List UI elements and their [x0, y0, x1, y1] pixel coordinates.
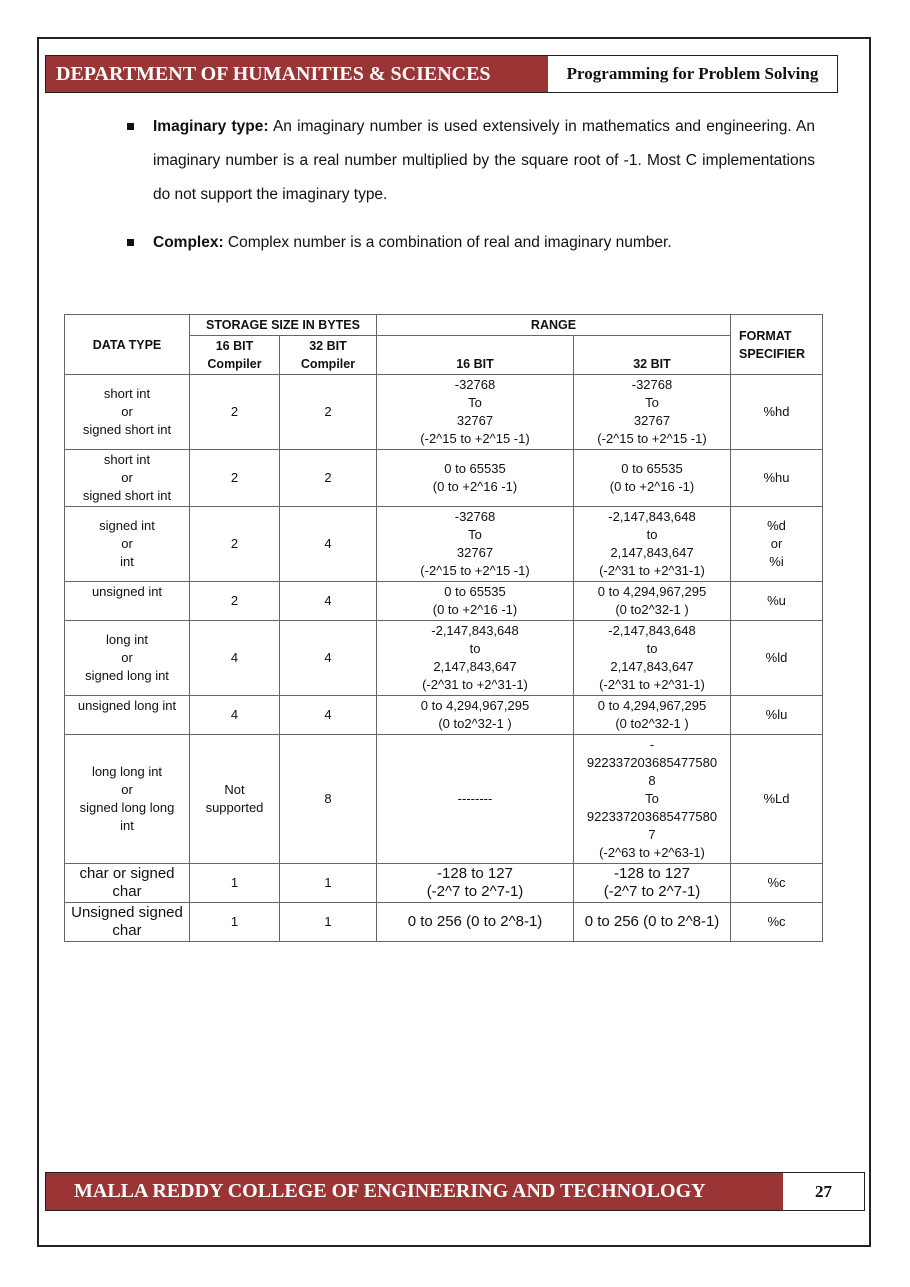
- cell-format: %c: [731, 903, 823, 942]
- table-row: [65, 375, 823, 450]
- cell-size-32bit: 4: [280, 696, 377, 735]
- cell-size-32bit: 2: [280, 375, 377, 450]
- table-row: [65, 621, 823, 696]
- cell-range-32bit: 0 to 4,294,967,295 (0 to2^32-1 ): [574, 582, 731, 621]
- cell-format: %c: [731, 864, 823, 903]
- cell-format: %Ld: [731, 735, 823, 864]
- cell-format: %ld: [731, 621, 823, 696]
- cell-size-16bit: 4: [190, 621, 280, 696]
- cell-range-32bit: 0 to 65535 (0 to +2^16 -1): [574, 450, 731, 507]
- cell-data-type: Unsigned signed char: [65, 903, 190, 942]
- cell-size-32bit: 8: [280, 735, 377, 864]
- cell-size-16bit: 1: [190, 903, 280, 942]
- table-header-row: [65, 315, 823, 336]
- cell-range-16bit: -2,147,843,648 to 2,147,843,647 (-2^31 to +2^31-1): [377, 621, 574, 696]
- cell-size-16bit: 2: [190, 375, 280, 450]
- cell-data-type: short int or signed short int: [65, 450, 190, 507]
- page-header: [45, 55, 838, 93]
- cell-size-32bit: 4: [280, 507, 377, 582]
- table-row: [65, 903, 823, 942]
- cell-range-32bit: 0 to 256 (0 to 2^8-1): [574, 903, 731, 942]
- bullet-text: Complex number is a combination of real and imaginary number.: [223, 234, 672, 251]
- list-item: [125, 226, 815, 260]
- cell-range-16bit: --------: [377, 735, 574, 864]
- header-32bit-compiler: 32 BIT Compiler: [280, 336, 377, 375]
- cell-data-type: short int or signed short int: [65, 375, 190, 450]
- cell-data-type: unsigned long int: [65, 696, 190, 735]
- page-number: 27: [815, 1181, 832, 1201]
- table-row: [65, 450, 823, 507]
- cell-size-16bit: 1: [190, 864, 280, 903]
- bullet-text: An imaginary number is used extensively in mathematics and engineering. An imaginary number is a real number multiplied by the square root of -1. Most C implementations do not support the imaginary type.: [153, 118, 815, 203]
- cell-range-16bit: 0 to 4,294,967,295 (0 to2^32-1 ): [377, 696, 574, 735]
- cell-range-32bit: 0 to 4,294,967,295 (0 to2^32-1 ): [574, 696, 731, 735]
- cell-range-32bit: -128 to 127 (-2^7 to 2^7-1): [574, 864, 731, 903]
- cell-size-32bit: 4: [280, 582, 377, 621]
- cell-data-type: unsigned int: [65, 582, 190, 621]
- header-data-type: DATA TYPE: [65, 315, 190, 375]
- bullet-list: [125, 110, 815, 274]
- cell-range-16bit: -32768 To 32767 (-2^15 to +2^15 -1): [377, 507, 574, 582]
- cell-data-type: char or signed char: [65, 864, 190, 903]
- cell-size-16bit: 2: [190, 582, 280, 621]
- header-32bit-range: 32 BIT: [574, 336, 731, 375]
- cell-size-32bit: 4: [280, 621, 377, 696]
- header-format-specifier: FORMAT SPECIFIER: [731, 315, 823, 375]
- bullet-term: Complex:: [153, 234, 224, 251]
- cell-range-16bit: -32768 To 32767 (-2^15 to +2^15 -1): [377, 375, 574, 450]
- cell-range-32bit: -2,147,843,648 to 2,147,843,647 (-2^31 to +2^31-1): [574, 621, 731, 696]
- table-row: [65, 735, 823, 864]
- cell-size-32bit: 1: [280, 864, 377, 903]
- cell-format: %u: [731, 582, 823, 621]
- cell-size-32bit: 1: [280, 903, 377, 942]
- bullet-square-icon: [127, 239, 134, 246]
- cell-format: %hu: [731, 450, 823, 507]
- table-row: [65, 582, 823, 621]
- data-type-table: [64, 314, 823, 942]
- page-footer: [45, 1172, 865, 1211]
- cell-range-32bit: -32768 To 32767 (-2^15 to +2^15 -1): [574, 375, 731, 450]
- header-16bit-compiler: 16 BIT Compiler: [190, 336, 280, 375]
- table-row: [65, 507, 823, 582]
- cell-format: %hd: [731, 375, 823, 450]
- cell-size-16bit: 2: [190, 450, 280, 507]
- cell-size-16bit: 2: [190, 507, 280, 582]
- cell-range-32bit: -2,147,843,648 to 2,147,843,647 (-2^31 to +2^31-1): [574, 507, 731, 582]
- cell-data-type: long long int or signed long long int: [65, 735, 190, 864]
- bullet-square-icon: [127, 123, 134, 130]
- cell-data-type: long int or signed long int: [65, 621, 190, 696]
- cell-format: %d or %i: [731, 507, 823, 582]
- course-title: Programming for Problem Solving: [566, 64, 819, 83]
- header-range: RANGE: [377, 315, 731, 336]
- header-16bit-range: 16 BIT: [377, 336, 574, 375]
- bullet-term: Imaginary type:: [153, 118, 269, 135]
- cell-range-32bit: - 922337203685477580 8 To 922337203685477580 7 (-2^63 to +2^63-1): [574, 735, 731, 864]
- cell-range-16bit: 0 to 65535 (0 to +2^16 -1): [377, 450, 574, 507]
- table-row: [65, 864, 823, 903]
- cell-data-type: signed int or int: [65, 507, 190, 582]
- college-name: MALLA REDDY COLLEGE OF ENGINEERING AND TECHNOLOGY: [46, 1173, 783, 1210]
- list-item: [125, 110, 815, 212]
- table-row: [65, 696, 823, 735]
- cell-size-32bit: 2: [280, 450, 377, 507]
- header-storage-size: STORAGE SIZE IN BYTES: [190, 315, 377, 336]
- cell-size-16bit: Not supported: [190, 735, 280, 864]
- cell-format: %lu: [731, 696, 823, 735]
- cell-size-16bit: 4: [190, 696, 280, 735]
- cell-range-16bit: 0 to 65535 (0 to +2^16 -1): [377, 582, 574, 621]
- cell-range-16bit: -128 to 127 (-2^7 to 2^7-1): [377, 864, 574, 903]
- cell-range-16bit: 0 to 256 (0 to 2^8-1): [377, 903, 574, 942]
- department-title: DEPARTMENT OF HUMANITIES & SCIENCES: [46, 56, 548, 92]
